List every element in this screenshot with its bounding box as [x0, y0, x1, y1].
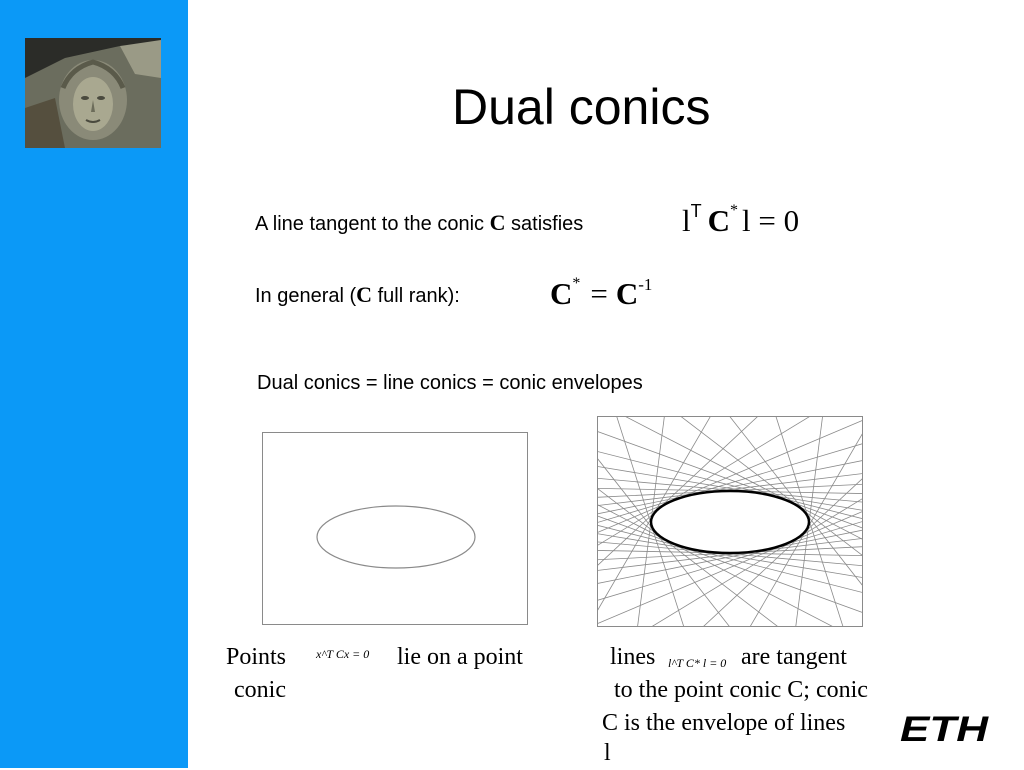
lines-caption-line4: l	[604, 740, 611, 766]
tangent-line-text: A line tangent to the conic C satisfies	[255, 210, 584, 235]
full-rank-text: In general (C full rank):	[255, 282, 460, 307]
points-caption-line1: Points	[226, 644, 287, 670]
eth-logo	[898, 710, 992, 746]
tangent-line	[597, 485, 865, 616]
conic-envelope	[651, 491, 809, 553]
line-conic-equation: l^T C* l = 0	[668, 656, 727, 670]
point-conic-equation: x^T Cx = 0	[316, 647, 370, 661]
tangent-line	[597, 416, 865, 573]
lines-caption-word: lines	[610, 644, 656, 670]
lines-caption-tail: are tangent	[741, 644, 847, 670]
slide-title: Dual conics	[452, 79, 711, 135]
tangent-line	[597, 428, 865, 559]
medusa-relief-image	[25, 38, 161, 148]
tangent-line	[597, 471, 865, 628]
point-conic-figure	[262, 432, 530, 626]
tangent-formula: $l^T$ C* l = 0	[682, 201, 800, 238]
tangent-line	[597, 416, 865, 628]
inverse-formula: $C^* = C^{-1}$	[550, 275, 653, 311]
tangent-lines-group	[597, 416, 865, 628]
tangent-line	[597, 444, 865, 540]
tangent-line	[597, 504, 865, 600]
line-conic-envelope-figure	[597, 416, 865, 628]
points-caption-tail: lie on a point	[397, 644, 523, 670]
dual-conics-definition: Dual conics = line conics = conic envelopes	[257, 372, 643, 394]
lines-caption-line2: to the point conic C; conic	[614, 677, 868, 703]
points-caption-line2: conic	[234, 677, 286, 703]
lines-caption-line3: C is the envelope of lines	[602, 710, 846, 736]
svg-text:ETH: ETH	[900, 710, 989, 746]
